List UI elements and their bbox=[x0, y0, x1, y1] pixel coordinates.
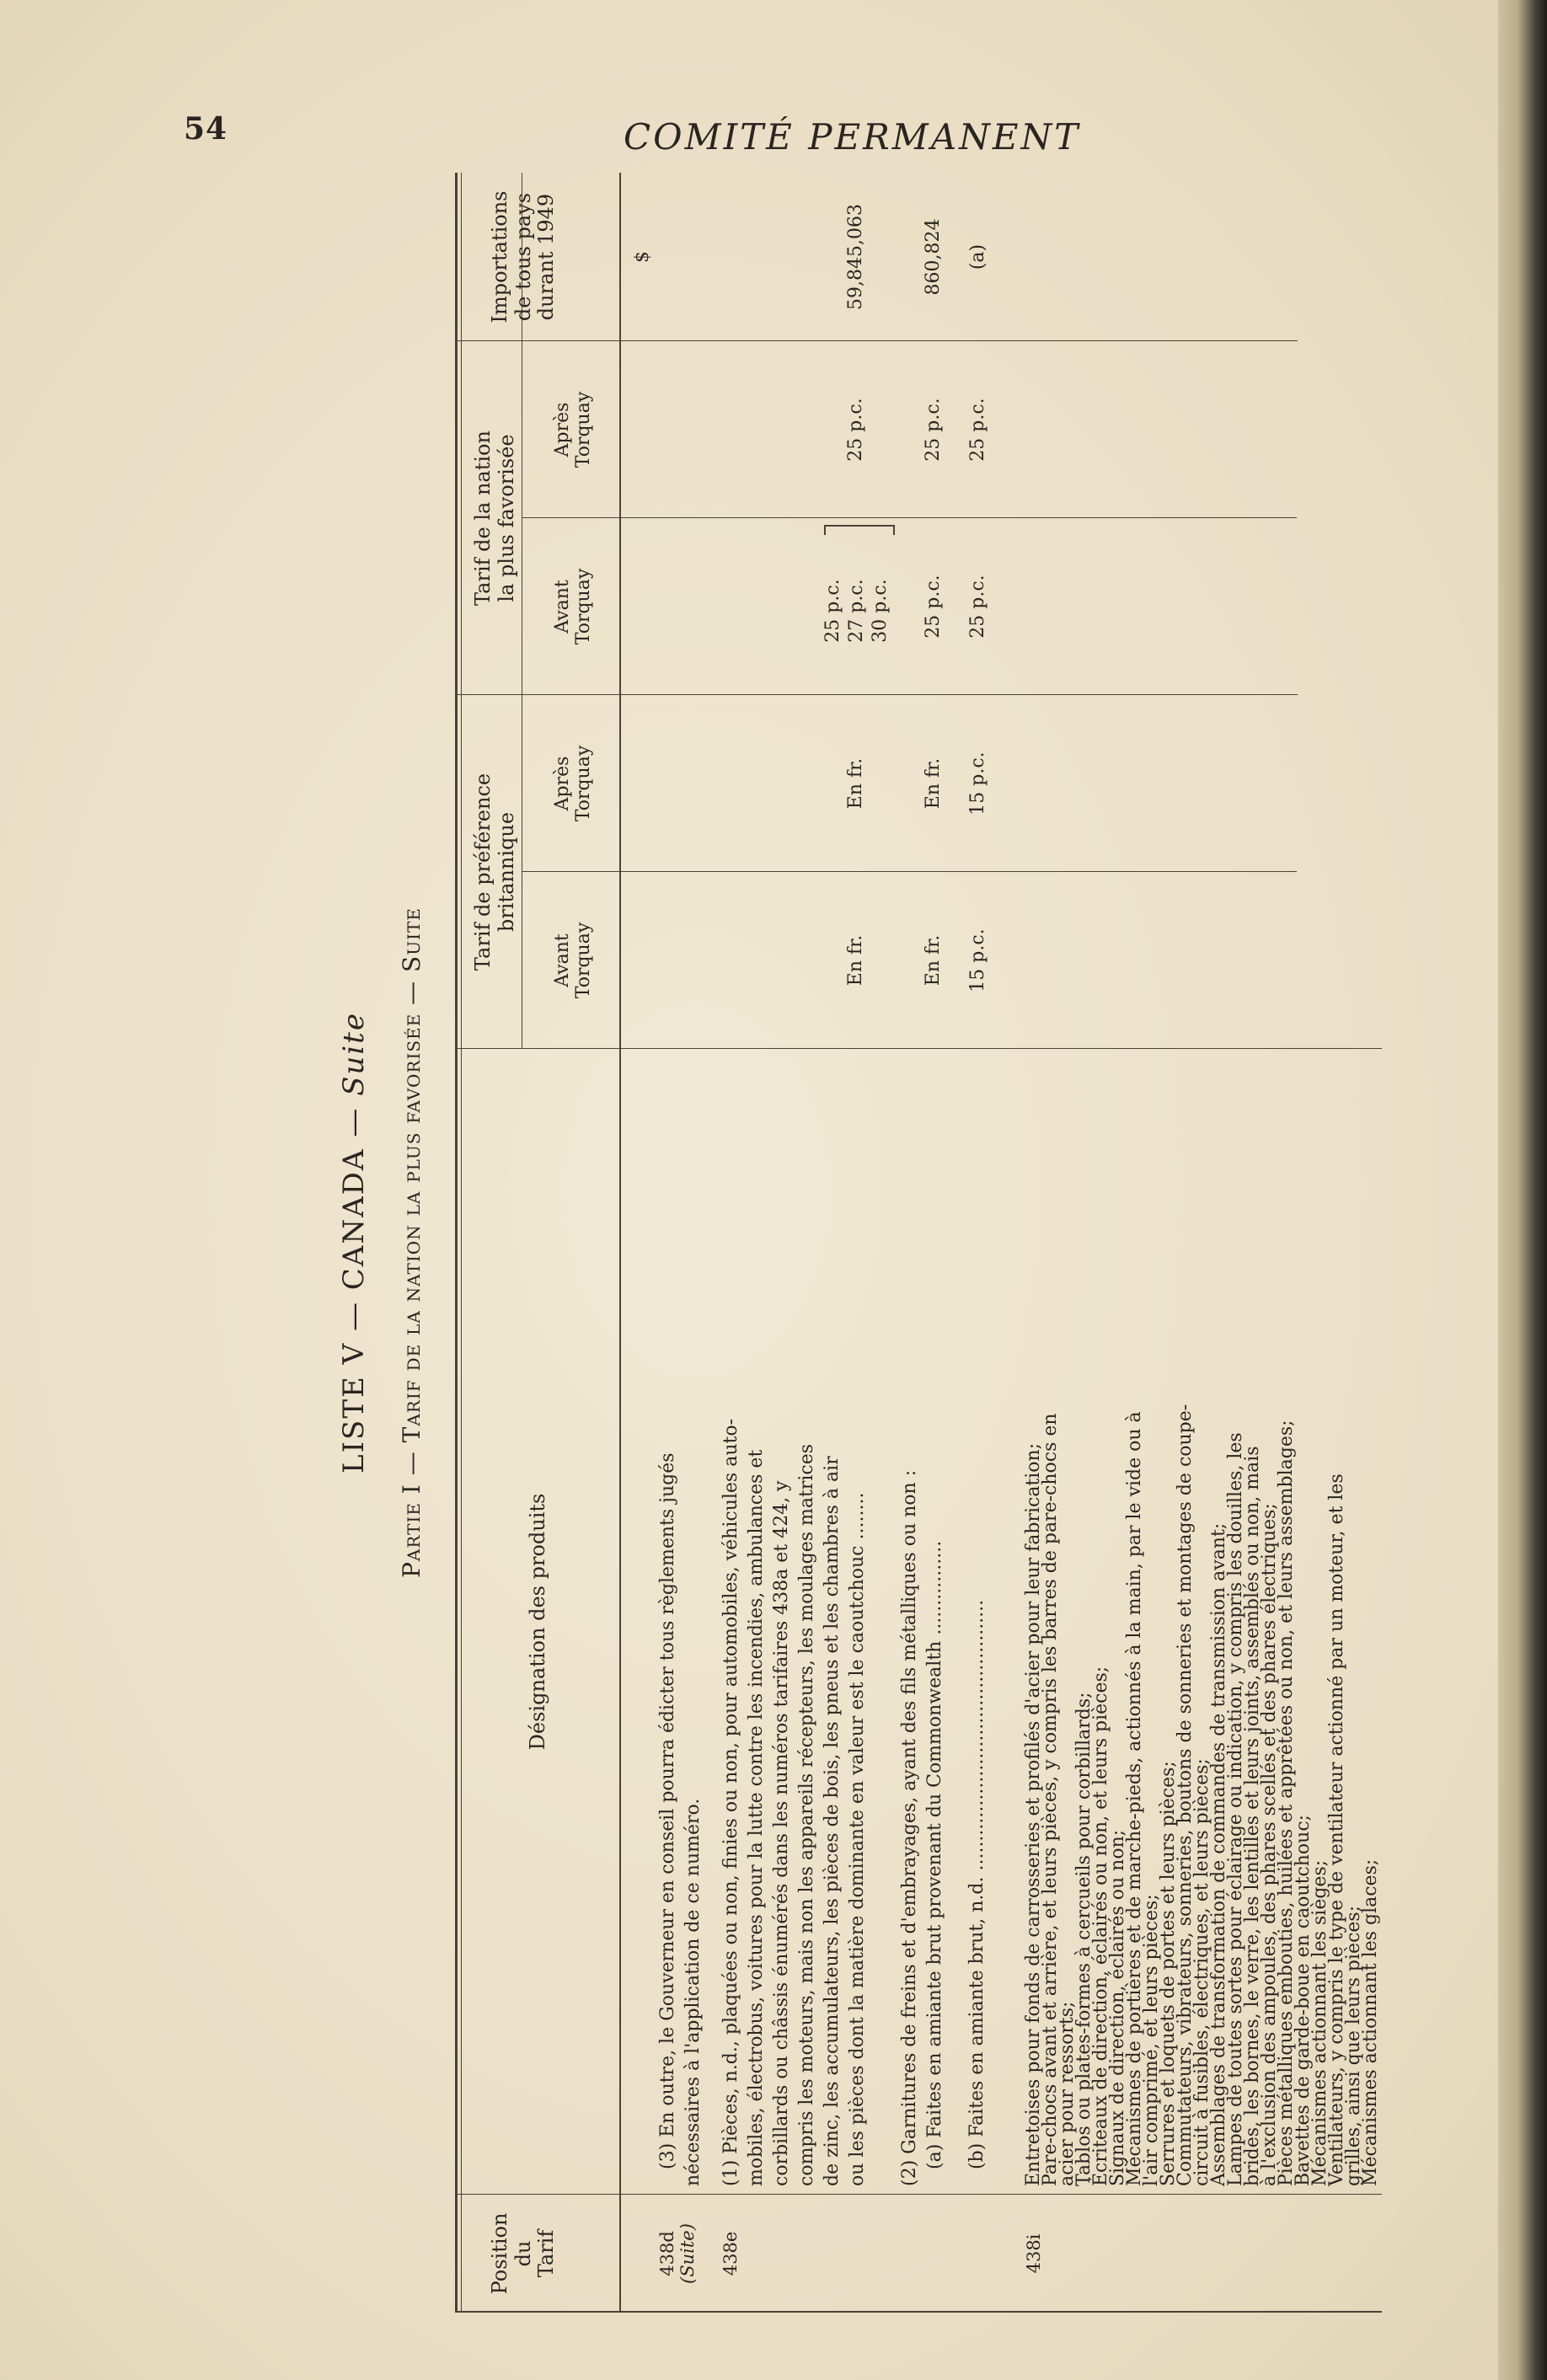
header-mfn-line: la plus favorisée bbox=[494, 434, 518, 602]
position-code: 438e bbox=[720, 2231, 741, 2276]
imports-438e-1: 59,845,063 bbox=[845, 204, 866, 310]
description-line: Assemblages de transformation de commandes de transmission avant; bbox=[1208, 1522, 1229, 2186]
description-line: acier pour ressorts; bbox=[1057, 2001, 1078, 2186]
description-line: Mécanismes de portières et de marche-pieds, actionnés à la main, par le vide ou à bbox=[1124, 1411, 1145, 2186]
imports-438e-2b: (a) bbox=[967, 243, 988, 270]
description-line: brides, les bornes, le verre, les lentilles et leurs joints, assemblés ou non, mais bbox=[1242, 1446, 1263, 2186]
header-position-line: Tarif bbox=[534, 2229, 559, 2278]
description-line: corbillards ou châssis énumérés dans les numéros tarifaires 438a et 424, y bbox=[771, 1480, 792, 2186]
list-title-suite: Suite bbox=[337, 1012, 371, 1096]
mfn-apres-438e-2a: 25 p.c. bbox=[923, 398, 944, 462]
header-avant-line: Torquay bbox=[573, 922, 595, 999]
col-rule-brit-split bbox=[522, 871, 1297, 872]
description-line: l'air comprimé, et leurs pièces; bbox=[1141, 1894, 1162, 2186]
header-avant-line: Torquay bbox=[573, 568, 595, 645]
description-line: Ventilateurs, y compris le type de ventilateur actionné par un moteur, et les bbox=[1326, 1473, 1347, 2186]
col-rule-position bbox=[455, 2194, 1382, 2195]
header-imports-line: de tous pays bbox=[511, 192, 535, 322]
description-line: nécessaires à l'application de ce numéro. bbox=[682, 1798, 704, 2186]
position-code: 438d bbox=[657, 2231, 677, 2276]
mfn-apres-438e-2b: 25 p.c. bbox=[967, 398, 988, 462]
header-brit-avant bbox=[552, 872, 595, 1049]
table-left-rule bbox=[455, 2311, 1382, 2313]
col-rule-mfn-split bbox=[522, 517, 1297, 518]
mfn-avant-438e-2a: 25 p.c. bbox=[923, 575, 944, 639]
header-brit-apres bbox=[552, 695, 595, 872]
header-position-line: Position bbox=[488, 2212, 511, 2295]
header-mfn-group bbox=[472, 341, 518, 695]
brit-apres-438e-2b: 15 p.c. bbox=[967, 751, 988, 816]
description-line: Signaux de direction, éclairés ou non; bbox=[1107, 1829, 1128, 2186]
description-line: Pièces métalliques embouties, huilées et apprêtées ou non, et leurs assemblages; bbox=[1276, 1420, 1297, 2186]
header-position-line: du bbox=[511, 2240, 535, 2267]
mfn-apres-438e-1: 25 p.c. bbox=[845, 398, 866, 462]
description-line: à l'exclusion des ampoules, des phares scellés et des phares électriques; bbox=[1259, 1503, 1280, 2186]
mfn-avant-rate: 25 p.c. bbox=[822, 579, 843, 643]
running-head: COMITÉ PERMANENT bbox=[624, 116, 1081, 158]
description-line: Pare-chocs avant et arrière, et leurs pièces, y compris les barres de pare-chocs en bbox=[1040, 1413, 1061, 2186]
header-position bbox=[489, 2203, 559, 2304]
header-designation: Désignation des produits bbox=[526, 1493, 549, 1751]
table-top-rule bbox=[455, 173, 458, 2313]
book-spine-shadow bbox=[1498, 0, 1547, 2380]
brit-apres-438e-2a: En fr. bbox=[923, 757, 944, 810]
description-line: ou les pièces dont la matière dominante en valeur est le caoutchouc ........ bbox=[847, 1492, 868, 2186]
brit-avant-438e-1: En fr. bbox=[845, 934, 866, 987]
description-line: grilles, ainsi que leurs pièces; bbox=[1343, 1905, 1364, 2186]
description-line: mobiles, électrobus, voitures pour la lutte contre les incendies, ambulances et bbox=[746, 1449, 767, 2186]
list-title bbox=[337, 173, 371, 2313]
rate-brace bbox=[824, 525, 895, 535]
header-bottom-rule bbox=[619, 173, 621, 2313]
description-line: Lampes de toutes sortes pour éclairage ou indication, y compris les douilles, les bbox=[1225, 1432, 1246, 2186]
description-line: Mécanismes actionnant les glaces; bbox=[1360, 1859, 1381, 2186]
header-brit-group bbox=[472, 695, 518, 1049]
imports-438e-2a: 860,824 bbox=[923, 218, 944, 296]
table-top-rule-thin bbox=[461, 173, 462, 2313]
description-line: (2) Garnitures de freins et d'embrayages, ayant des fils métalliques ou non : bbox=[899, 1469, 920, 2186]
header-apres-line: Après bbox=[552, 756, 573, 811]
header-apres-line: Torquay bbox=[573, 391, 595, 468]
header-imports-line: durant 1949 bbox=[534, 193, 559, 321]
page-number: 54 bbox=[184, 111, 228, 147]
position-suite: (Suite) bbox=[677, 2223, 699, 2284]
header-mfn-avant bbox=[552, 518, 595, 695]
mfn-avant-438e-2b: 25 p.c. bbox=[967, 575, 988, 639]
list-title-main: LISTE V — CANADA — bbox=[337, 1095, 371, 1473]
description-line: compris les moteurs, mais non les appareils récepteurs, les moulages matrices bbox=[796, 1443, 817, 2186]
description-line: Commutateurs, vibrateurs, sonneries, boutons de sonneries et montages de coupe- bbox=[1175, 1404, 1196, 2186]
position-438d bbox=[657, 2178, 698, 2329]
mfn-avant-rate: 30 p.c. bbox=[870, 579, 891, 643]
header-imports bbox=[489, 173, 559, 341]
mfn-avant-438e-1 bbox=[822, 527, 892, 695]
imports-currency: $ bbox=[632, 251, 653, 263]
position-code: 438i bbox=[1024, 2233, 1044, 2274]
brit-avant-438e-2a: En fr. bbox=[923, 934, 944, 987]
description-line: (3) En outre, le Gouverneur en conseil pourra édicter tous règlements jugés bbox=[657, 1452, 678, 2169]
header-brit-line: britannique bbox=[494, 811, 518, 933]
description-line: de zinc, les accumulateurs, les pièces de bois, les pneus et les chambres à air bbox=[822, 1456, 843, 2186]
part-title: Partie I — Tarif de la nation la plus favorisée — Suite bbox=[398, 907, 426, 1578]
description-line: circuit à fusibles, électriques, et leurs pièces; bbox=[1191, 1758, 1212, 2186]
brit-apres-438e-1: En fr. bbox=[845, 757, 866, 810]
header-brit-line: Tarif de préférence bbox=[471, 773, 495, 971]
description-line: Écriteaux de direction, éclairés ou non, et leurs pièces; bbox=[1090, 1666, 1111, 2186]
description-line: (1) Pièces, n.d., plaquées ou non, finies ou non, pour automobiles, véhicules auto- bbox=[720, 1418, 741, 2186]
brit-avant-438e-2b: 15 p.c. bbox=[967, 928, 988, 992]
mfn-avant-rate: 27 p.c. bbox=[846, 579, 867, 643]
header-mfn-line: Tarif de la nation bbox=[471, 431, 495, 606]
description-line: (b) Faites en amiante brut, n.d. .............................................. bbox=[966, 1599, 988, 2169]
description-line: Bavettes de garde-boue en caoutchouc; bbox=[1293, 1814, 1314, 2186]
description-line: Mécanismes actionnant les sièges; bbox=[1309, 1859, 1330, 2186]
description-line: (a) Faites en amiante brut provenant du Commonwealth ................ bbox=[924, 1540, 945, 2169]
description-line: Entretoises pour fonds de carrosseries et profilés d'acier pour leur fabrication; bbox=[1023, 1442, 1044, 2186]
header-apres-line: Torquay bbox=[573, 745, 595, 822]
header-avant-line: Avant bbox=[552, 933, 573, 987]
position-438i bbox=[1024, 2178, 1044, 2329]
header-apres-line: Après bbox=[552, 402, 573, 457]
rotated-table-area bbox=[337, 173, 1382, 2313]
header-avant-line: Avant bbox=[552, 580, 573, 634]
description-line: Tablos ou plates-formes à cercueils pour corbillards; bbox=[1073, 1692, 1095, 2186]
position-438e bbox=[720, 2178, 741, 2329]
header-imports-line: Importations bbox=[488, 190, 511, 324]
description-line: Serrures et loquets de portes et leurs pièces; bbox=[1158, 1761, 1179, 2186]
header-mfn-apres bbox=[552, 341, 595, 518]
